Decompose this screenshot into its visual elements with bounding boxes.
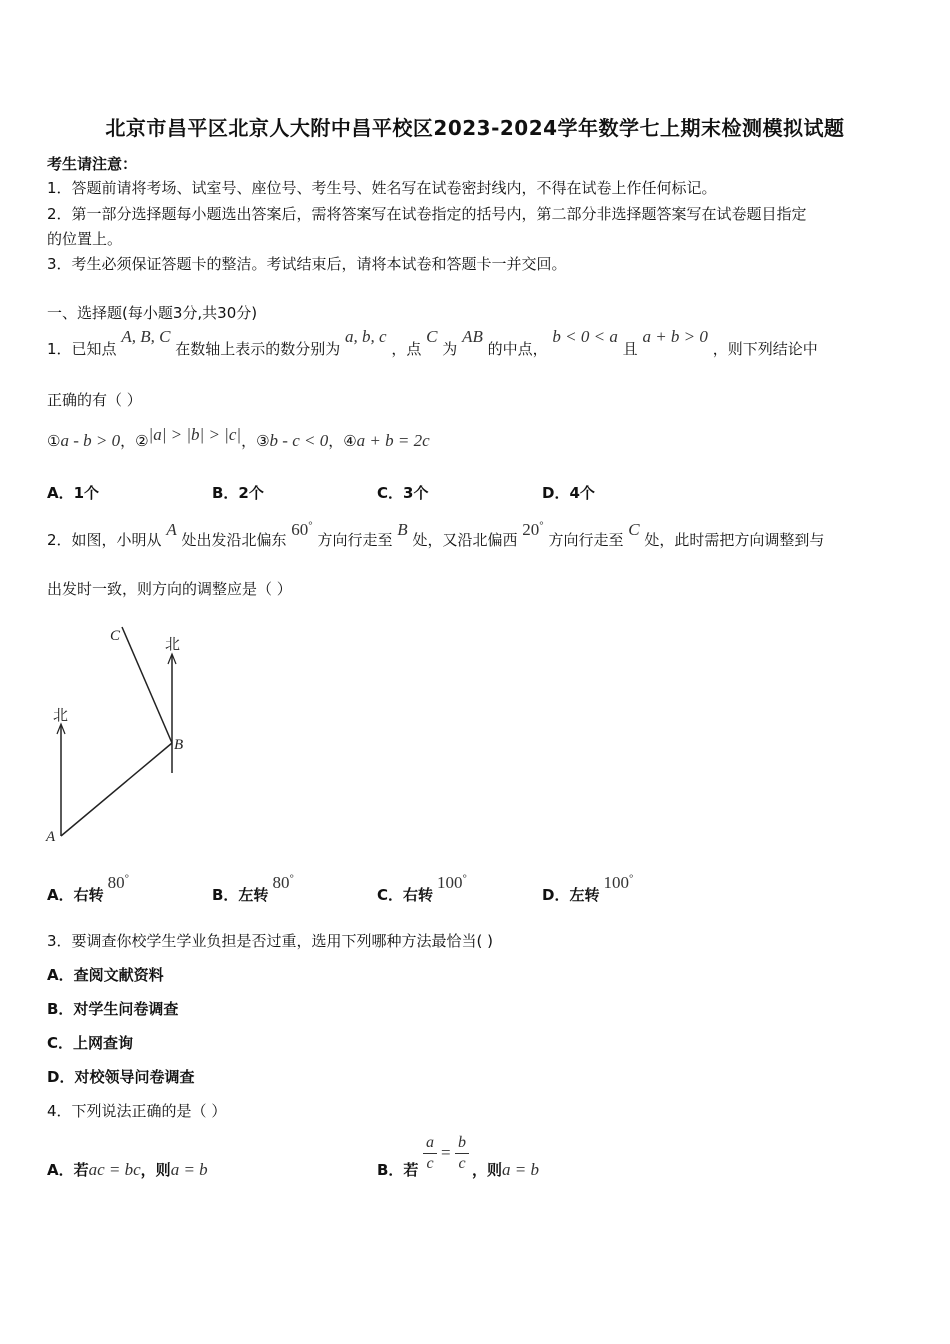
point-c-label: C [110, 628, 121, 644]
q1-statements: ①a - b > 0，②|a| > |b| > |c|，③b - c < 0，④a + b = 2c [47, 425, 430, 450]
q3-stem: 3．要调查你校学生学业负担是否过重，选用下列哪种方法最恰当( ) [47, 932, 494, 950]
q4-option-a[interactable]: A．若ac = bc，则a = b [47, 1160, 208, 1179]
segment-ab [61, 743, 172, 836]
notice-item: 3．考生必须保证答题卡的整洁。考试结束后，请将本试卷和答题卡一并交回。 [47, 255, 567, 273]
q4-fraction-a-over-c: a c [423, 1134, 437, 1173]
q3-option-d[interactable]: D．对校领导问卷调查 [47, 1068, 195, 1086]
notice-item: 2．第一部分选择题每小题选出答案后，需将答案写在试卷指定的括号内，第二部分非选择题答案写在试卷题目指定 [47, 205, 807, 223]
north-label: 北 [53, 708, 69, 724]
section-heading: 一、选择题(每小题3分,共30分) [47, 304, 258, 322]
q1-option-b[interactable]: B．2个 [212, 484, 264, 502]
q3-option-c[interactable]: C．上网查询 [47, 1034, 134, 1052]
q2-stem-line2: 出发时一致，则方向的调整应是（ ） [47, 580, 292, 598]
page-title: 北京市昌平区北京人大附中昌平校区2023-2024学年数学七上期末检测模拟试题 [105, 116, 845, 140]
q1-stem-line2: 正确的有（ ） [47, 391, 142, 409]
q4-fraction-b-over-c: b c [455, 1134, 469, 1173]
q2-option-b[interactable]: B．左转80° [212, 872, 294, 904]
q2-option-d[interactable]: D．左转100° [542, 872, 634, 904]
q1-stem: 1．已知点 A, B, C 在数轴上表示的数分别为 a, b, c ，点 C 为 AB 的中点， b < 0 < a 且 a + b > 0 ，则下列结论中 [47, 327, 818, 358]
north-label: 北 [165, 637, 181, 653]
q3-option-a[interactable]: A．查阅文献资料 [47, 966, 164, 984]
q2-option-a[interactable]: A．右转80° [47, 872, 130, 904]
q4-option-b-conclusion: ，则a = b [472, 1160, 539, 1179]
point-a-label: A [46, 829, 56, 845]
q1-option-c[interactable]: C．3个 [377, 484, 429, 502]
q1-option-a[interactable]: A．1个 [47, 484, 100, 502]
q4-equals: = [441, 1143, 451, 1162]
notice-item: 1．答题前请将考场、试室号、座位号、考生号、姓名写在试卷密封线内，不得在试卷上作任何标记。 [47, 179, 717, 197]
q3-option-b[interactable]: B．对学生问卷调查 [47, 1000, 179, 1018]
direction-figure [40, 615, 200, 850]
notice-heading: 考生请注意： [47, 155, 138, 173]
notice-item: 的位置上。 [47, 230, 123, 248]
point-b-label: B [174, 737, 184, 753]
q2-option-c[interactable]: C．右转100° [377, 872, 467, 904]
q1-option-d[interactable]: D．4个 [542, 484, 595, 502]
q2-stem: 2．如图，小明从 A 处出发沿北偏东 60° 方向行走至 B 处，又沿北偏西 20° 方向行走至 C 处，此时需把方向调整到与 [47, 519, 825, 549]
q4-option-b[interactable]: B．若 [377, 1161, 419, 1179]
q4-stem: 4．下列说法正确的是（ ） [47, 1102, 227, 1120]
